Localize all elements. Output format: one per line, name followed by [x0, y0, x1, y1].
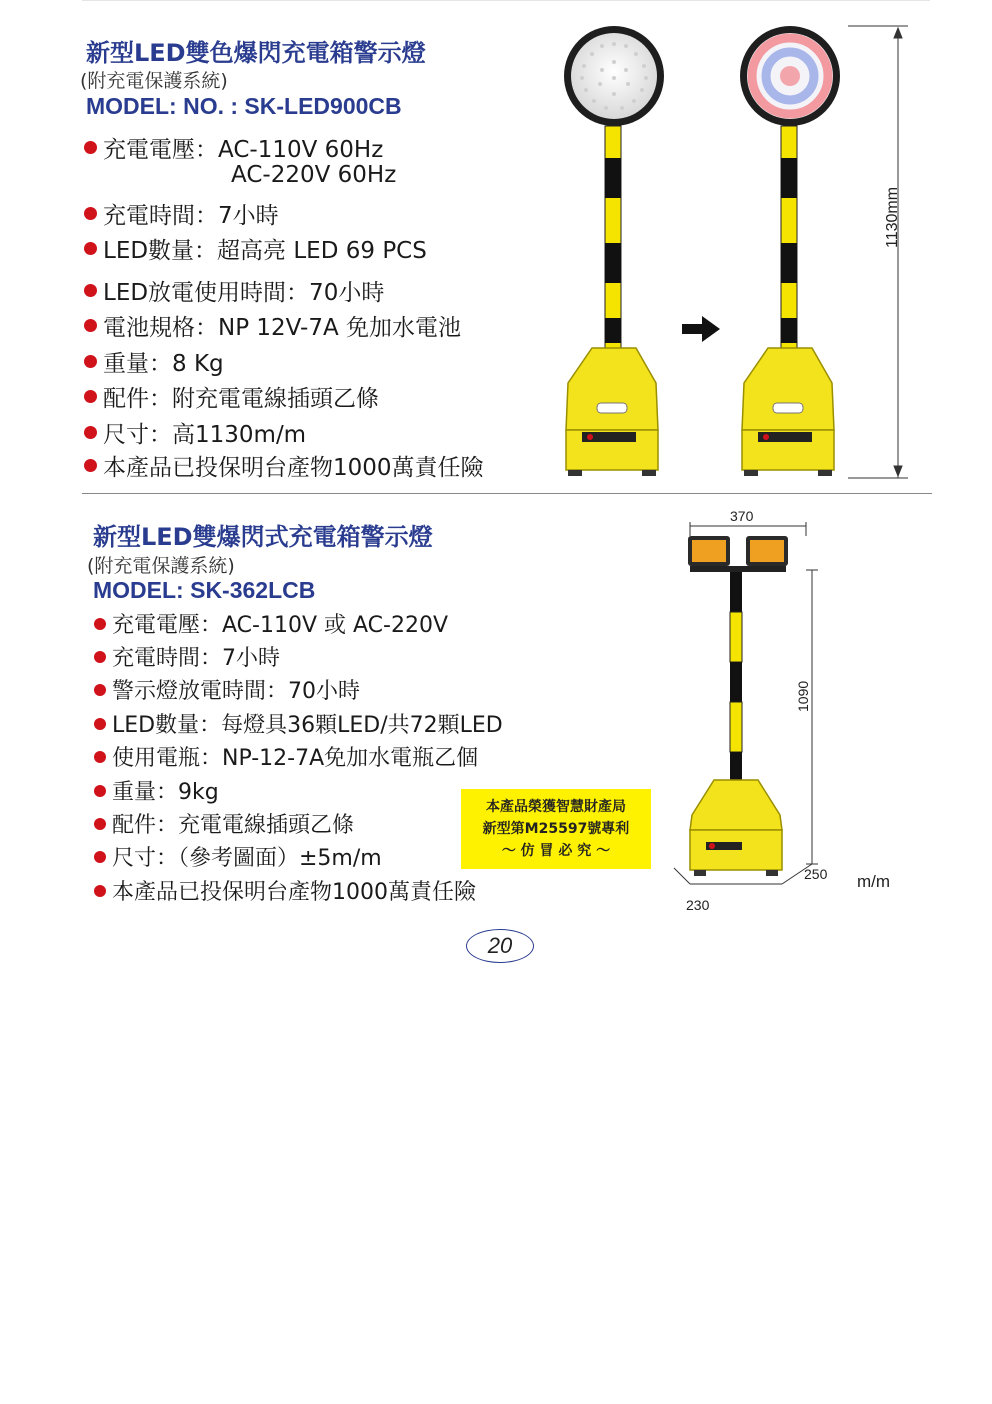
bullet-icon — [84, 426, 97, 439]
product2-spec-led-count: LED數量：每燈具36顆LED/共72顆LED — [94, 708, 503, 739]
product2-spec-discharge: 警示燈放電時間：70小時 — [94, 674, 360, 705]
product1-spec-weight: 重量：8 Kg — [84, 345, 224, 378]
base-dimension-label: 230 — [686, 897, 710, 913]
arrow-right-icon — [682, 316, 720, 342]
bullet-icon — [84, 242, 97, 255]
product1-spec-led-count: LED數量：超高亮 LED 69 PCS — [84, 232, 427, 265]
product2-spec-accessory: 配件：充電電線插頭乙條 — [94, 808, 354, 839]
width-dimension-label: 370 — [730, 508, 754, 524]
product1-spec-insurance: 本產品已投保明台產物1000萬責任險 — [84, 449, 484, 482]
product2-title: 新型LED雙爆閃式充電箱警示燈 — [93, 523, 433, 551]
bullet-icon — [94, 618, 106, 630]
product1-subtitle: (附充電保護系統) — [80, 70, 228, 92]
product1-spec-voltage-2: AC-220V 60Hz — [231, 162, 397, 188]
bullet-icon — [94, 885, 106, 897]
bullet-icon — [84, 355, 97, 368]
depth-dimension-label: 250 — [804, 866, 828, 882]
height-dimension-label: 1130mm — [884, 186, 901, 248]
page-number: 20 — [466, 929, 534, 963]
product1-illustration — [552, 18, 932, 488]
patent-notice-box — [461, 789, 651, 869]
bullet-icon — [94, 718, 106, 730]
product2-spec-battery: 使用電瓶：NP-12-7A免加水電瓶乙個 — [94, 741, 478, 772]
bullet-icon — [94, 651, 106, 663]
unit-label: m/m — [857, 872, 891, 891]
product1-spec-voltage: 充電電壓：AC-110V 60Hz — [84, 131, 383, 164]
bullet-icon — [94, 785, 106, 797]
lamp-redblue-image — [740, 26, 840, 476]
product1-spec-charge-time: 充電時間：7小時 — [84, 197, 279, 230]
product2-subtitle: (附充電保護系統) — [87, 555, 235, 577]
lamp-white-image — [564, 26, 664, 476]
patent-line-3: ～ 仿 冒 必 究 ～ — [501, 843, 611, 859]
top-rule — [82, 0, 930, 1]
product2-spec-size: 尺寸：（參考圖面）±5m/m — [94, 841, 382, 872]
product1-spec-size: 尺寸：高1130m/m — [84, 416, 306, 449]
bullet-icon — [94, 751, 106, 763]
height-dimension-line — [848, 26, 908, 478]
bullet-icon — [84, 141, 97, 154]
product1-spec-discharge: LED放電使用時間：70小時 — [84, 274, 384, 307]
bullet-icon — [94, 851, 106, 863]
height-dimension-label-2: 1090 — [795, 680, 811, 712]
product1-model: MODEL: NO. : SK-LED900CB — [86, 93, 402, 119]
patent-line-2: 新型第M25597號專利 — [482, 821, 630, 837]
product2-spec-voltage: 充電電壓：AC-110V 或 AC-220V — [94, 608, 448, 639]
product1-spec-battery: 電池規格：NP 12V-7A 免加水電池 — [84, 309, 461, 342]
product2-spec-insurance: 本產品已投保明台產物1000萬責任險 — [94, 875, 476, 906]
bullet-icon — [84, 207, 97, 220]
product2-spec-weight: 重量：9kg — [94, 775, 219, 806]
product1-title: 新型LED雙色爆閃充電箱警示燈 — [86, 39, 426, 67]
section-divider — [82, 493, 932, 494]
product2-model: MODEL: SK-362LCB — [93, 577, 316, 603]
bullet-icon — [84, 284, 97, 297]
bullet-icon — [84, 390, 97, 403]
patent-line-1: 本產品榮獲智慧財產局 — [486, 799, 626, 815]
bullet-icon — [94, 818, 106, 830]
twin-lamp-image — [688, 536, 788, 876]
bullet-icon — [84, 459, 97, 472]
product2-spec-charge-time: 充電時間：7小時 — [94, 641, 280, 672]
product1-spec-accessory: 配件：附充電電線插頭乙條 — [84, 380, 379, 413]
bullet-icon — [84, 319, 97, 332]
bullet-icon — [94, 684, 106, 696]
